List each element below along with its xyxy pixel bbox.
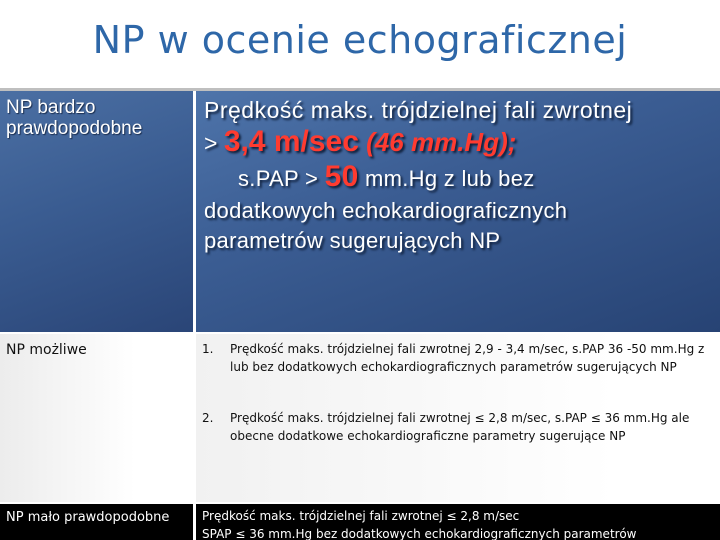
criteria-line-1: Prędkość maks. trójdzielnej fali zwrotnej [204,97,633,123]
unlikely-line-1: Prędkość maks. trójdzielnej fali zwrotnej ≤ 2,8 m/sec [202,509,520,523]
criteria-line-3 [204,160,718,196]
row-very-likely-text [204,95,718,256]
row-possible-label: NP możliwe [6,342,87,358]
row-very-likely-label-cell [0,91,193,332]
row-unlikely-text [202,507,716,540]
criteria-spap-value: 50 [324,160,359,193]
row-very-likely-content-cell [196,91,720,332]
list-item-number: 2. [202,411,214,425]
criteria-line-2 [204,125,718,160]
column-divider [193,91,196,540]
criteria-gt-sign: > [204,130,224,156]
list-item [202,409,706,445]
list-item-text: Prędkość maks. trójdzielnej fali zwrotnej ≤ 2,8 m/sec, s.PAP ≤ 36 mm.Hg ale obecne dodatkowe echokardiograficzne parametry sugerujące NP [230,411,690,443]
row-possible-content-cell [196,334,720,502]
row-very-likely-label: NP bardzo prawdopodobne [6,97,143,139]
list-item-number: 1. [202,342,214,356]
list-item [202,340,706,376]
criteria-line-5: parametrów sugerujących NP [204,228,501,253]
row-unlikely-content-cell [196,504,720,540]
criteria-spap-prefix: s.PAP > [238,166,325,191]
page-title: NP w ocenie echograficznej [92,18,628,62]
unlikely-line-2: SPAP ≤ 36 mm.Hg bez dodatkowych echokardiograficznych parametrów [202,527,637,540]
criteria-spap-suffix: mm.Hg z lub bez [358,166,535,191]
list-item-text: Prędkość maks. trójdzielnej fali zwrotnej 2,9 - 3,4 m/sec, s.PAP 36 -50 mm.Hg z lub bez dodatkowych echokardiograficznych parametrów sugerujących NP [230,342,705,374]
row-unlikely-label: NP mało prawdopodobne [6,510,170,525]
criteria-pressure-paren: (46 mm.Hg); [358,127,517,157]
row-unlikely-label-cell [0,504,193,540]
criteria-line-4: dodatkowych echokardiograficznych [204,198,568,223]
criteria-velocity-value: 3,4 m/sec [223,125,359,158]
row-possible-label-cell [0,334,193,502]
